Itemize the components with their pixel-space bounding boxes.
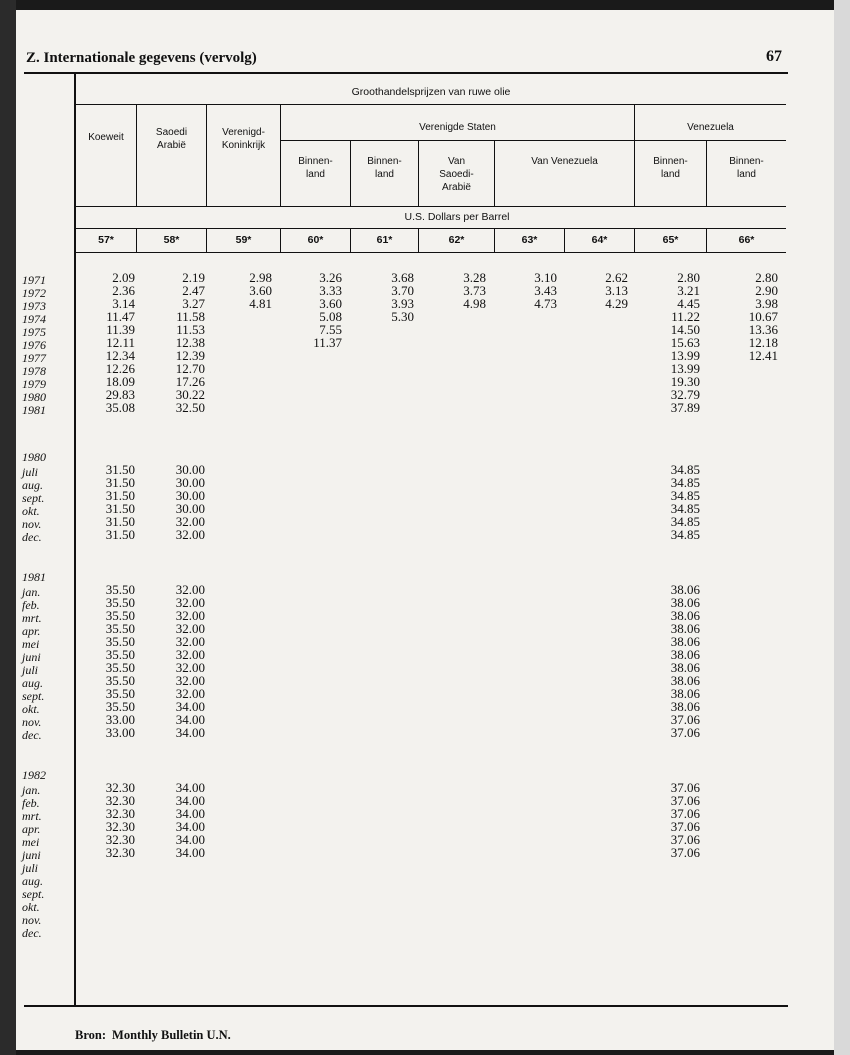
table-cell: 2.80 [677,270,700,285]
month-label: okt. [22,702,40,716]
table-cell: 12.41 [748,348,778,363]
month-label: juli [22,861,39,875]
table-cell: 2.36 [112,283,135,298]
table-cell: 3.60 [249,283,272,298]
table-cell: 35.50 [105,699,135,714]
table-cell: 2.62 [605,270,628,285]
table-cell: 35.50 [105,660,135,675]
table-cell: 4.81 [249,296,272,311]
table-cell: 12.39 [175,348,205,363]
table-cell: 31.50 [105,527,135,542]
year-label: 1981 [22,570,46,584]
col-head-binnenland: Binnen- land [653,156,688,180]
month-label: juni [22,848,41,862]
table-cell: 31.50 [105,514,135,529]
table-cell: 34.85 [670,527,700,542]
col-number: 61* [376,234,393,246]
table-cell: 37.06 [670,793,700,808]
table-cell: 38.06 [670,595,700,610]
col-number: 63* [521,234,538,246]
col-head-venezuela: Venezuela [687,122,734,133]
table-cell: 34.85 [670,501,700,516]
table-cell: 5.08 [319,309,342,324]
table-cell: 30.00 [175,462,205,477]
table-cell: 33.00 [105,712,135,727]
table-cell: 14.50 [670,322,700,337]
col-number: 59* [235,234,252,246]
month-label: apr. [22,822,41,836]
vrule [494,140,495,206]
table-cell: 32.00 [175,647,205,662]
table-cell: 13.99 [670,348,700,363]
table-cell: 3.43 [534,283,557,298]
table-cell: 12.38 [175,335,205,350]
table-cell: 32.00 [175,514,205,529]
section-title: Z. Internationale gegevens (vervolg) [26,50,257,66]
table-cell: 35.50 [105,582,135,597]
table-cell: 32.00 [175,608,205,623]
col-head-binnenland: Binnen- land [298,156,333,180]
month-label: sept. [22,689,45,703]
table-cell: 30.00 [175,488,205,503]
table-cell: 32.30 [105,780,135,795]
table-cell: 12.34 [105,348,135,363]
table-cell: 30.00 [175,475,205,490]
table-cell: 15.63 [670,335,700,350]
table-cell: 35.50 [105,608,135,623]
table-cell: 3.70 [391,283,414,298]
month-label: aug. [22,478,43,492]
table-cell: 34.00 [175,699,205,714]
table-cell: 37.06 [670,819,700,834]
year-label: 1980 [22,450,46,464]
table-cell: 34.00 [175,832,205,847]
table-cell: 34.85 [670,475,700,490]
month-label: jan. [22,585,41,599]
table-cell: 29.83 [105,387,135,402]
year-label: 1974 [22,312,46,326]
table-cell: 38.06 [670,634,700,649]
table-cell: 2.19 [182,270,205,285]
table-cell: 4.73 [534,296,557,311]
table-cell: 4.45 [677,296,700,311]
book-spine [0,0,16,1055]
month-label: mei [22,637,40,651]
year-label: 1982 [22,768,46,782]
table-cell: 2.47 [182,283,205,298]
table-cell: 37.06 [670,780,700,795]
table-cell: 11.58 [176,309,205,324]
table-cell: 3.73 [463,283,486,298]
table-cell: 35.50 [105,595,135,610]
table-cell: 12.11 [106,335,135,350]
table-cell: 35.50 [105,686,135,701]
table-cell: 2.09 [112,270,135,285]
table-cell: 10.67 [748,309,778,324]
table-cell: 32.79 [670,387,700,402]
table-cell: 37.06 [670,832,700,847]
table-cell: 31.50 [105,501,135,516]
table-cell: 37.06 [670,712,700,727]
colnum-rule [76,252,786,253]
page-edge [834,0,850,1055]
table-cell: 32.00 [175,621,205,636]
table-cell: 34.00 [175,793,205,808]
month-label: mrt. [22,611,42,625]
month-label: aug. [22,874,43,888]
table-cell: 13.99 [670,361,700,376]
table-cell: 3.10 [534,270,557,285]
table-cell: 18.09 [105,374,135,389]
table-cell: 34.85 [670,462,700,477]
table-cell: 11.39 [106,322,135,337]
col-number: 62* [448,234,465,246]
col-number: 66* [738,234,755,246]
table-cell: 32.00 [175,634,205,649]
year-label: 1978 [22,364,46,378]
table-cell: 11.47 [106,309,135,324]
table-cell: 37.06 [670,806,700,821]
col-number: 60* [307,234,324,246]
col-head-van-saoedi: Van Saoedi- Arabië [439,156,474,193]
table-cell: 34.00 [175,725,205,740]
table-cell: 35.50 [105,621,135,636]
col-head-binnenland: Binnen- land [367,156,402,180]
col-head-saoedi: Saoedi Arabië [155,127,188,151]
month-label: nov. [22,517,42,531]
heading-rule [76,104,786,105]
table-cell: 5.30 [391,309,414,324]
year-label: 1981 [22,403,46,417]
table-cell: 31.50 [105,462,135,477]
table-cell: 17.26 [175,374,205,389]
month-label: okt. [22,900,40,914]
col-head-koeweit: Koeweit [88,132,124,143]
month-label: feb. [22,598,40,612]
table-cell: 38.06 [670,647,700,662]
table-cell: 3.93 [391,296,414,311]
year-label: 1972 [22,286,46,300]
year-label: 1980 [22,390,46,404]
table-cell: 34.00 [175,806,205,821]
table-cell: 31.50 [105,475,135,490]
table-cell: 37.06 [670,845,700,860]
table-cell: 37.06 [670,725,700,740]
table-cell: 2.90 [755,283,778,298]
month-label: sept. [22,887,45,901]
table-cell: 19.30 [670,374,700,389]
col-number: 58* [163,234,180,246]
col-number: 64* [591,234,608,246]
units-rule-bottom [76,228,786,229]
source-note: Bron: Monthly Bulletin U.N. [75,1028,231,1042]
table-cell: 38.06 [670,699,700,714]
table-cell: 34.85 [670,488,700,503]
table-cell: 35.50 [105,634,135,649]
year-label: 1977 [22,351,46,365]
table-cell: 13.36 [748,322,778,337]
table-cell: 3.28 [463,270,486,285]
month-label: juli [22,663,39,677]
table-cell: 38.06 [670,621,700,636]
table-cell: 32.00 [175,582,205,597]
month-label: okt. [22,504,40,518]
table-cell: 38.06 [670,673,700,688]
table-cell: 11.22 [671,309,700,324]
table-cell: 35.08 [105,400,135,415]
col-head-verenigde-staten: Verenigde Staten [419,122,496,133]
units-label: U.S. Dollars per Barrel [404,211,510,223]
table-cell: 32.30 [105,793,135,808]
table-cell: 3.60 [319,296,342,311]
month-label: nov. [22,715,42,729]
table-cell: 3.13 [605,283,628,298]
month-label: dec. [22,926,42,940]
table-cell: 35.50 [105,647,135,662]
table-cell: 12.26 [105,361,135,376]
table-cell: 34.00 [175,819,205,834]
table-cell: 32.30 [105,806,135,821]
vrule [136,104,137,206]
table-cell: 30.00 [175,501,205,516]
main-heading: Groothandelsprijzen van ruwe olie [351,86,511,98]
subhead-rule [280,140,786,141]
month-label: mei [22,835,40,849]
table-cell: 34.00 [175,712,205,727]
vrule [206,104,207,206]
table-cell: 7.55 [319,322,342,337]
table-cell: 11.53 [176,322,205,337]
table-cell: 4.98 [463,296,486,311]
year-label: 1971 [22,273,46,287]
month-label: aug. [22,676,43,690]
year-label: 1979 [22,377,46,391]
month-label: jan. [22,783,41,797]
table-cell: 32.00 [175,595,205,610]
table-cell: 3.68 [391,270,414,285]
table-cell: 38.06 [670,686,700,701]
month-label: juni [22,650,41,664]
units-rule-top [76,206,786,207]
table-cell: 3.27 [182,296,205,311]
month-label: mrt. [22,809,42,823]
table-cell: 3.14 [112,296,135,311]
month-label: feb. [22,796,40,810]
table-cell: 11.37 [313,335,342,350]
table-cell: 31.50 [105,488,135,503]
table-cell: 2.80 [755,270,778,285]
year-label: 1973 [22,299,46,313]
table-cell: 32.30 [105,819,135,834]
table-cell: 34.85 [670,514,700,529]
table-cell: 12.18 [748,335,778,350]
month-label: dec. [22,530,42,544]
col-number: 57* [98,234,114,246]
col-head-binnenland: Binnen- land [729,156,764,180]
table-cell: 32.30 [105,845,135,860]
table-cell: 3.21 [677,283,700,298]
table-cell: 33.00 [105,725,135,740]
table-cell: 2.98 [249,270,272,285]
table-cell: 32.00 [175,527,205,542]
table-cell: 38.06 [670,660,700,675]
col-head-van-venezuela: Van Venezuela [531,156,598,167]
month-label: sept. [22,491,45,505]
bottom-rule [24,1005,788,1007]
table-cell: 32.00 [175,660,205,675]
month-label: juli [22,465,39,479]
year-label: 1975 [22,325,46,339]
table-cell: 4.29 [605,296,628,311]
month-label: apr. [22,624,41,638]
table-cell: 30.22 [175,387,205,402]
table-cell: 34.00 [175,780,205,795]
table-cell: 32.50 [175,400,205,415]
table-cell: 3.26 [319,270,342,285]
month-label: nov. [22,913,42,927]
table-cell: 38.06 [670,608,700,623]
table-cell: 32.30 [105,832,135,847]
table-cell: 32.00 [175,673,205,688]
table-cell: 3.98 [755,296,778,311]
table-cell: 38.06 [670,582,700,597]
top-rule [24,72,788,74]
month-label: dec. [22,728,42,742]
table-cell: 37.89 [670,400,700,415]
col-number: 65* [662,234,679,246]
table-cell: 34.00 [175,845,205,860]
page-number: 67 [766,48,782,65]
table-cell: 3.33 [319,283,342,298]
table-cell: 32.00 [175,686,205,701]
col-head-verenigd-koninkrijk: Verenigd- Koninkrijk [221,127,266,151]
table-cell: 12.70 [175,361,205,376]
year-label: 1976 [22,338,46,352]
table-cell: 35.50 [105,673,135,688]
